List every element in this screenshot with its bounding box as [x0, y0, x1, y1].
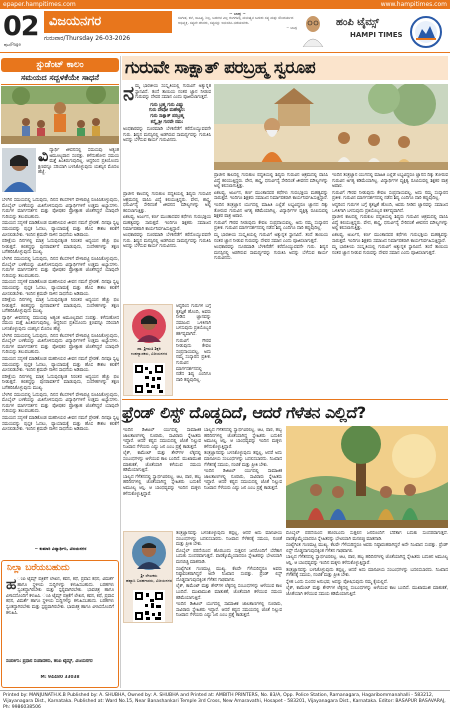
main-col3-para-5: ಏಕಲವ್ಯ, ಅರ್ಜುನ, ಕರ್ಣ ಮುಂತಾದವರ ಕಥೆಗಳು ಗುರುಭಕ್ತಿಯ ಮಹತ್ವವನ್ನು ಸಾರುತ್ತವೆ. ಇಂದಿಗೂ ಶಿಕ್ಷಕರು ಸಮಾಜದ ನಿರ್ಮಾಪಕರಾಗಿ ಕಾರ್ಯನಿರ್ವಹಿಸುತ್ತಿದ್ದಾರೆ. — [332, 232, 448, 244]
main-author-qr-icon[interactable] — [133, 363, 165, 395]
friendship-col1 — [123, 428, 201, 528]
main-article-col1-end — [176, 304, 211, 396]
gandhi-portrait-icon — [300, 13, 326, 47]
friend-col1-para-2: ಲೈಕ್, ಕಾಮೆಂಟ್ ಮತ್ತು ಶೇರ್‌ಗಳ ಲೆಕ್ಕದಲ್ಲಿ ಸಂಬಂಧಗಳನ್ನು ಅಳೆಯುವ ಕಾಲ ಬಂದಿದೆ. ಮುಖಾಮುಖಿ ಮಾತುಕತೆ, ಜೊತೆಯಾಗಿ ಕಳೆಯುವ ಸಮಯ ಕಡಿಮೆಯಾಗುತ್ತಿದೆ. — [123, 451, 201, 474]
guru-shishya-illustration — [214, 84, 448, 170]
student-column-label: ಸ್ಟುಡೆಂಟ್ ಕಾಲಂ — [1, 58, 119, 72]
friend-col4-para-3: ಬಾಲ್ಯದ ಗೆಳೆತನದಲ್ಲಿ ಸ್ವಾರ್ಥವಿರಲಿಲ್ಲ. ಆಟ, ಪಾಠ, ಹಬ್ಬ ಹರಿದಿನಗಳಲ್ಲಿ ಜೊತೆಯಾಗಿದ್ದ ಸ್ನೇಹಿತರು ಬದುಕಿನ ಅಮೂಲ್ಯ ಆಸ್ತಿ. ಆ ಬಾಂಧವ್ಯವನ್ನು ಇಂದಿನ ಮಕ್ಕಳು ಕಳೆದುಕೊಳ್ಳುತ್ತಿದ್ದಾರೆ. — [286, 555, 448, 566]
main-col1-para-3: ಪ್ರಾಚೀನ ಕಾಲದಲ್ಲಿ ಗುರುಕುಲ ಪದ್ಧತಿಯಲ್ಲಿ ಶಿಷ್ಯರು ಗುರುವಿನ ಆಶ್ರಮದಲ್ಲಿ ವಾಸಿಸಿ ವಿದ್ಯೆ ಕಲಿಯುತ್ತಿದ್ದರು. ವೇದ, ಶಾಸ್ತ್ರ, ಧನುರ್ವಿದ್ಯೆ ಸೇರಿದಂತೆ ಜೀವನದ ಮೌಲ್ಯಗಳನ್ನು ಅಲ್ಲಿ ಕಲಿಸಲಾಗುತ್ತಿತ್ತು. — [123, 192, 211, 214]
section-divider — [122, 399, 448, 400]
student-article-body — [2, 198, 119, 543]
main-headline: ಗುರುವೇ ಸಾಕ್ಷಾತ್ ಪರಬ್ರಹ್ಮ ಸ್ವರೂಪ — [122, 56, 448, 80]
main-col2-para-6: ಅಂಧಕಾರವನ್ನು ದೂರಮಾಡಿ ಬೆಳಕಿನೆಡೆಗೆ ಕರೆದೊಯ್ಯುವವನೇ ಗುರು. ಶಿಷ್ಯನ ಮನಸ್ಸಿನಲ್ಲಿ ಅಡಗಿರುವ ಸಾಮರ್ಥ್ಯವನ್ನು ಗುರುತಿಸಿ ಅದನ್ನು ಬೆಳೆಸುವ ಕಾರ್ಯ ಗುರುವಿನದು. — [214, 245, 328, 262]
bapu-quote-box — [175, 9, 300, 52]
brand-english: HAMPI TIMES — [350, 31, 403, 39]
student-author-photo — [2, 148, 36, 192]
column-divider — [120, 56, 121, 688]
masthead — [0, 9, 450, 53]
print-line-footer: Printed by: MANJUNATH.K.B Published by: A. SHUBHA, Owned by: A. SHUBHA and Printed at: AMBITH PRINTERS, No. 83/A, Opp. Police Station, Ramanagara, Hagaribommanahalli - 583212, Vijayanagara Dist., Karnataka. Published at: Ward No.15, Near Banashankari Temple 3rd Cross, New Amaravathi, Hosapet - 583201, Vijayanagara Dist., Karnataka. Editor: BASAPUR BASAVARAJ, Ph: 9986038506 — [0, 690, 450, 713]
friend-col4-para-2: ಸಂಖ್ಯೆಗಿಂತ ಗುಣಮಟ್ಟ ಮುಖ್ಯ. ಕೆಲವೇ ಗೆಳೆಯರಿದ್ದರೂ ಅವರು ನಿಷ್ಠಾವಂತರಾಗಿದ್ದರೆ ಅದೇ ನಿಜವಾದ ಸಂಪತ್ತು. ಫ್ರೆಂಡ್ ಲಿಸ್ಟ್ ದೊಡ್ಡದಾಗುವುದಕ್ಕಿಂತ ಗೆಳೆತನ ಗಾಢವಾಗಲಿ. — [286, 543, 448, 554]
student-para-2c: ಬೆಳಗಿನ ಸಮಯದಲ್ಲಿ ಓದುವುದು, ದಿನದ ಕೆಲಸಗಳಿಗೆ ವೇಳಾಪಟ್ಟಿ ರೂಪಿಸಿಕೊಳ್ಳುವುದು, ಮೊಬೈಲ್ ಬಳಕೆಯನ್ನು ಮಿತಿಗೊಳಿಸುವುದು ವಿದ್ಯಾರ್ಥಿಗಳಿಗೆ ಉತ್ತಮ ಅಭ್ಯಾಸಗಳು. ಗುರುಗಳ ಮಾರ್ಗದರ್ಶನ ಮತ್ತು ಪೋಷಕರ ಪ್ರೋತ್ಸಾಹ ಜೊತೆಗಿದ್ದರೆ ಯಾವುದೇ ಗುರಿಯನ್ನು ತಲುಪಬಹುದು. — [2, 333, 119, 356]
friend-col2-para-2: ತಂತ್ರಜ್ಞಾನವನ್ನು ಬಳಸಿಕೊಳ್ಳುವುದು ತಪ್ಪಲ್ಲ, ಆದರೆ ಅದು ಮಾನವೀಯ ಸಂಬಂಧಗಳನ್ನು ಬದಲಿಸಬಾರದು. ನಿಜವಾದ ಗೆಳೆತನಕ್ಕೆ ಸಮಯ, ನಂಬಿಕೆ ಮತ್ತು ಪ್ರೀತಿ ಬೇಕು. — [204, 451, 282, 468]
website-link[interactable]: www.hampitimes.com — [380, 1, 447, 8]
verse-line-1: ಗುರು ಬ್ರಹ್ಮ ಗುರು ವಿಷ್ಣು — [150, 102, 184, 108]
friend-col4-para-6: ಲೈಕ್, ಕಾಮೆಂಟ್ ಮತ್ತು ಶೇರ್‌ಗಳ ಲೆಕ್ಕದಲ್ಲಿ ಸಂಬಂಧಗಳನ್ನು ಅಳೆಯುವ ಕಾಲ ಬಂದಿದೆ. ಮುಖಾಮುಖಿ ಮಾತುಕತೆ, ಜೊತೆಯಾಗಿ ಕಳೆಯುವ ಸಮಯ ಕಡಿಮೆಯಾಗುತ್ತಿದೆ. — [286, 586, 448, 597]
edition-city: ವಿಜಯನಗರ — [44, 11, 172, 33]
main-author-card — [123, 304, 173, 396]
friend-col4-para-5: ಸ್ನೇಹ ಒಂದು ಸುಂದರ ಅನುಭವ; ಅದನ್ನು ಪೋಷಿಸುವುದು ನಮ್ಮ ಕೈಯಲ್ಲಿದೆ. — [286, 579, 389, 585]
tips-body-2: ಂಪಿ ಟೈಮ್ಸ್ ಪತ್ರಿಕೆಗೆ ಲೇಖನ, ಕವನ, ಕಥೆ, ಪ್ರವಾಸ ಕಥನ, ವಿಮರ್ಶೆ ಹಾಗೂ ಸ್ಥಳೀಯ ಸುದ್ದಿಗಳನ್ನು ಕಳುಹಿಸಬಹುದು. ಬರಹಗಳು ಸ್ವಂತದ್ದಾಗಿರಬೇಕು ಮತ್ತು ಸ್ಪಷ್ಟವಾಗಿರಬೇಕು. ಭಾವಚಿತ್ರ ಹಾಗೂ ವಿಳಾಸದೊಂದಿಗೆ ಕಳುಹಿಸಿ. — [6, 593, 114, 616]
student-article-lead — [38, 148, 119, 196]
main-col2-para-2: ಏಕಲವ್ಯ, ಅರ್ಜುನ, ಕರ್ಣ ಮುಂತಾದವರ ಕಥೆಗಳು ಗುರುಭಕ್ತಿಯ ಮಹತ್ವವನ್ನು ಸಾರುತ್ತವೆ. ಇಂದಿಗೂ ಶಿಕ್ಷಕರು ಸಮಾಜದ ನಿರ್ಮಾಪಕರಾಗಿ ಕಾರ್ಯನಿರ್ವಹಿಸುತ್ತಿದ್ದಾರೆ. — [214, 190, 328, 202]
friendship-headline: ಫ್ರೆಂಡ್ ಲಿಸ್ಟ್ ದೊಡ್ಡದಿದೆ, ಆದರೆ ಗೆಳೆತನ ಎಲ್ಲಿದೆ? — [122, 403, 366, 422]
main-dropcap: ನ — [123, 84, 135, 105]
main-col1-para-1: ಮ್ಮ ಭಾರತೀಯ ಸಂಸ್ಕೃತಿಯಲ್ಲಿ ಗುರುವಿಗೆ ಅತ್ಯುನ್ನತ ಸ್ಥಾನವಿದೆ. ತಂದೆ ತಾಯಿಯ ನಂತರ ಜ್ಞಾನ ನೀಡುವ ಗುರುವನ್ನು ದೇವರ ಸಮಾನ ಎಂದು ಪೂಜಿಸಲಾಗುತ್ತದೆ. — [135, 84, 211, 101]
friendship-author-name: ಶ್ರೀ ಲೇಖಕರು ಹವ್ಯಾಸಿ ಬರಹಗಾರರು, ವಿಜಯನಗರ — [126, 573, 172, 583]
friend-col4-para-4: ತಂತ್ರಜ್ಞಾನವನ್ನು ಬಳಸಿಕೊಳ್ಳುವುದು ತಪ್ಪಲ್ಲ, ಆದರೆ ಅದು ಮಾನವೀಯ ಸಂಬಂಧಗಳನ್ನು ಬದಲಿಸಬಾರದು. ನಿಜವಾದ ಗೆಳೆತನಕ್ಕೆ ಸಮಯ, ನಂಬಿಕೆ ಮತ್ತು ಪ್ರೀತಿ ಬೇಕು. — [286, 567, 448, 579]
friend-col3-para-3: ಸಂಖ್ಯೆಗಿಂತ ಗುಣಮಟ್ಟ ಮುಖ್ಯ. ಕೆಲವೇ ಗೆಳೆಯರಿದ್ದರೂ ಅವರು ನಿಷ್ಠಾವಂತರಾಗಿದ್ದರೆ ಅದೇ ನಿಜವಾದ ಸಂಪತ್ತು. ಫ್ರೆಂಡ್ ಲಿಸ್ಟ್ ದೊಡ್ಡದಾಗುವುದಕ್ಕಿಂತ ಗೆಳೆತನ ಗಾಢವಾಗಲಿ. — [176, 566, 282, 583]
main-col1-para-4: ಏಕಲವ್ಯ, ಅರ್ಜುನ, ಕರ್ಣ ಮುಂತಾದವರ ಕಥೆಗಳು ಗುರುಭಕ್ತಿಯ ಮಹತ್ವವನ್ನು ಸಾರುತ್ತವೆ. ಇಂದಿಗೂ ಶಿಕ್ಷಕರು ಸಮಾಜದ ನಿರ್ಮಾಪಕರಾಗಿ ಕಾರ್ಯನಿರ್ವಹಿಸುತ್ತಿದ್ದಾರೆ. — [123, 215, 211, 232]
page-number: 02 — [3, 11, 39, 42]
main-col3-para-2: ಗುರುವಿಗೆ ಗೌರವ ನೀಡುವುದು ಕೇವಲ ಸಂಪ್ರದಾಯವಲ್ಲ, ಅದು ನಮ್ಮ ಸಂಸ್ಕಾರದ ಪ್ರತೀಕ. ಗುರುವಿನ ಮಾರ್ಗದರ್ಶನದಲ್ಲಿ ನಡೆದ ಶಿಷ್ಯ ಎಂದಿಗೂ ದಾರಿ ತಪ್ಪುವುದಿಲ್ಲ. — [332, 190, 448, 202]
epaper-link[interactable]: epaper.hampitimes.com — [3, 1, 76, 8]
page-label: ಪುಟ/Page — [4, 42, 21, 47]
top-url-bar — [0, 0, 450, 9]
student-author-line: ~ ಕುಮಾರಿ ವಿದ್ಯಾರ್ಥಿನಿ, ವಿಜಯನಗರ — [34, 546, 87, 551]
friend-col1-para-3: ಬಾಲ್ಯದ ಗೆಳೆತನದಲ್ಲಿ ಸ್ವಾರ್ಥವಿರಲಿಲ್ಲ. ಆಟ, ಪಾಠ, ಹಬ್ಬ ಹರಿದಿನಗಳಲ್ಲಿ ಜೊತೆಯಾಗಿದ್ದ ಸ್ನೇಹಿತರು ಬದುಕಿನ ಅಮೂಲ್ಯ ಆಸ್ತಿ. ಆ ಬಾಂಧವ್ಯವನ್ನು ಇಂದಿನ ಮಕ್ಕಳು ಕಳೆದುಕೊಳ್ಳುತ್ತಿದ್ದಾರೆ. — [123, 474, 201, 497]
main-article-col2 — [214, 173, 328, 397]
write-for-us-box — [1, 560, 119, 688]
friend-col4-para-1: ಮೊಬೈಲ್ ಪರದೆಯಿಂದ ಹೊರಬಂದು ಸುತ್ತಲಿನ ಜನರೊಂದಿಗೆ ಬೆರೆತಾಗ ಬದುಕು ಸುಂದರವಾಗುತ್ತದೆ. ವಾರಕ್ಕೊಮ್ಮೆಯಾದರೂ ಸ್ನೇಹಿತರನ್ನು ಭೇಟಿಯಾಗಿ ಮನಬಿಚ್ಚಿ ಮಾತನಾಡಿ. — [286, 531, 448, 542]
friend-col2-para-3: ಇಂದಿನ ಡಿಜಿಟಲ್ ಯುಗದಲ್ಲಿ ಸಾಮಾಜಿಕ ಜಾಲತಾಣಗಳಲ್ಲಿ ನೂರಾರು, ಸಾವಿರಾರು ಸ್ನೇಹಿತರು ಇದ್ದಾರೆ. ಆದರೆ ಕಷ್ಟದ ಸಮಯದಲ್ಲಿ ಜೊತೆ ನಿಲ್ಲುವ ನಿಜವಾದ ಗೆಳೆಯರು ಎಷ್ಟು ಜನ ಎಂಬ ಪ್ರಶ್ನೆ ಕಾಡುತ್ತದೆ. — [204, 469, 282, 491]
student-para-4c: ಪರೀಕ್ಷೆಯ ದಿನಗಳಲ್ಲಿ ಮಾತ್ರ ಓದುವುದಕ್ಕಿಂತ ನಿರಂತರ ಅಧ್ಯಯನ ಹೆಚ್ಚು ಫಲ ನೀಡುತ್ತದೆ. ಕಲಿತದ್ದನ್ನು ಪುನರಾವರ್ತನೆ ಮಾಡುವುದು, ಸಂದೇಹಗಳನ್ನು ತಕ್ಷಣ ಬಗೆಹರಿಸಿಕೊಳ್ಳುವುದು ಮುಖ್ಯ. — [2, 374, 119, 391]
friend-col3-para-5: ಇಂದಿನ ಡಿಜಿಟಲ್ ಯುಗದಲ್ಲಿ ಸಾಮಾಜಿಕ ಜಾಲತಾಣಗಳಲ್ಲಿ ನೂರಾರು, ಸಾವಿರಾರು ಸ್ನೇಹಿತರು ಇದ್ದಾರೆ. ಆದರೆ ಕಷ್ಟದ ಸಮಯದಲ್ಲಿ ಜೊತೆ ನಿಲ್ಲುವ ನಿಜವಾದ ಗೆಳೆಯರು ಎಷ್ಟು ಜನ ಎಂಬ ಪ್ರಶ್ನೆ ಕಾಡುತ್ತದೆ. — [176, 602, 282, 619]
main-col2-para-4: ಗುರುವಿಗೆ ಗೌರವ ನೀಡುವುದು ಕೇವಲ ಸಂಪ್ರದಾಯವಲ್ಲ, ಅದು ನಮ್ಮ ಸಂಸ್ಕಾರದ ಪ್ರತೀಕ. ಗುರುವಿನ ಮಾರ್ಗದರ್ಶನದಲ್ಲಿ ನಡೆದ ಶಿಷ್ಯ ಎಂದಿಗೂ ದಾರಿ ತಪ್ಪುವುದಿಲ್ಲ. — [214, 220, 328, 232]
main-col1-para-6: ಆದ್ದರಿಂದ ಗುರುಗಳ ಬಗ್ಗೆ ಕೃತಜ್ಞತೆ ಹೊಂದಿ, ಅವರು ನೀಡಿದ ಜ್ಞಾನವನ್ನು ಸಮಾಜದ ಒಳಿತಿಗಾಗಿ ಬಳಸುವುದು ಪ್ರತಿಯೊಬ್ಬರ ಕರ್ತವ್ಯವಾಗಿದೆ. — [176, 304, 211, 337]
friendship-col2 — [204, 428, 282, 528]
friend-col3-para-1: ತಂತ್ರಜ್ಞಾನವನ್ನು ಬಳಸಿಕೊಳ್ಳುವುದು ತಪ್ಪಲ್ಲ, ಆದರೆ ಅದು ಮಾನವೀಯ ಸಂಬಂಧಗಳನ್ನು ಬದಲಿಸಬಾರದು. ನಿಜವಾದ ಗೆಳೆತನಕ್ಕೆ ಸಮಯ, ನಂಬಿಕೆ ಮತ್ತು ಪ್ರೀತಿ ಬೇಕು. — [176, 531, 282, 548]
student-para-3: ಸಮಯದ ಸದ್ಬಳಕೆ ಮಾಡಿಕೊಂಡ ಮಹನೀಯರ ಜೀವನ ನಮಗೆ ಪ್ರೇರಣೆ. ದಿನವೂ ಸ್ವಲ್ಪ ಸಮಯವನ್ನು ಪುಸ್ತಕ ಓದಲು, ವ್ಯಾಯಾಮಕ್ಕೆ ಮತ್ತು ಹೊಸ ಕೌಶಲ ಕಲಿಕೆಗೆ ಮೀಸಲಿಡಬೇಕು. ಇಂದಿನ ಶ್ರಮವೇ ನಾಳಿನ ಸಾಧನೆಯ ಅಡಿಪಾಯ. — [2, 221, 119, 238]
tips-body: ಂಪಿ ಟೈಮ್ಸ್ ಪತ್ರಿಕೆಗೆ ಲೇಖನ, ಕವನ, ಕಥೆ, ಪ್ರವಾಸ ಕಥನ, ವಿಮರ್ಶೆ ಹಾಗೂ ಸ್ಥಳೀಯ ಸುದ್ದಿಗಳನ್ನು ಕಳುಹಿಸಬಹುದು. ಬರಹಗಳು ಸ್ವಂತದ್ದಾಗಿರಬೇಕು ಮತ್ತು ಸ್ಪಷ್ಟವಾಗಿರಬೇಕು. ಭಾವಚಿತ್ರ ಹಾಗೂ ವಿಳಾಸದೊಂದಿಗೆ ಕಳುಹಿಸಿ. — [6, 577, 114, 599]
main-author-photo — [131, 308, 167, 344]
friendship-author-card — [123, 531, 173, 623]
student-article-title: ಸಮಯದ ಸದ್ಬಳಕೆಯೇ ಸಾಧನೆ — [1, 73, 119, 85]
tips-phone[interactable]: M: 94480 33038 — [40, 675, 80, 680]
friendship-col3 — [176, 531, 282, 687]
quote-author: ~ ಬಾಪು — [286, 26, 297, 30]
guru-verse — [123, 103, 211, 125]
main-col3-para-1: ಇಂದಿನ ತಂತ್ರಜ್ಞಾನ ಯುಗದಲ್ಲಿ ಮಾಹಿತಿ ಎಲ್ಲೆಡೆ ಲಭ್ಯವಿದ್ದರೂ ಜ್ಞಾನದ ದಿಕ್ಕು ತೋರುವ ಗುರುವಿನ ಅಗತ್ಯ ಕಡಿಮೆಯಾಗಿಲ್ಲ. ವಿದ್ಯಾರ್ಥಿಗಳ ವ್ಯಕ್ತಿತ್ವ ರೂಪಿಸುವಲ್ಲಿ ಶಿಕ್ಷಕರ ಪಾತ್ರ ಅಪಾರ. — [332, 173, 448, 190]
main-col1-para-5: ಅಂಧಕಾರವನ್ನು ದೂರಮಾಡಿ ಬೆಳಕಿನೆಡೆಗೆ ಕರೆದೊಯ್ಯುವವನೇ ಗುರು. ಶಿಷ್ಯನ ಮನಸ್ಸಿನಲ್ಲಿ ಅಡಗಿರುವ ಸಾಮರ್ಥ್ಯವನ್ನು ಗುರುತಿಸಿ ಅದನ್ನು ಬೆಳೆಸುವ ಕಾರ್ಯ ಗುರುವಿನದು. — [123, 233, 211, 250]
main-col3-para-3: ಆದ್ದರಿಂದ ಗುರುಗಳ ಬಗ್ಗೆ ಕೃತಜ್ಞತೆ ಹೊಂದಿ, ಅವರು ನೀಡಿದ ಜ್ಞಾನವನ್ನು ಸಮಾಜದ ಒಳಿತಿಗಾಗಿ ಬಳಸುವುದು ಪ್ರತಿಯೊಬ್ಬರ ಕರ್ತವ್ಯವಾಗಿದೆ. — [332, 202, 448, 214]
main-article-col1 — [123, 84, 211, 190]
friend-col1-para-1: ಇಂದಿನ ಡಿಜಿಟಲ್ ಯುಗದಲ್ಲಿ ಸಾಮಾಜಿಕ ಜಾಲತಾಣಗಳಲ್ಲಿ ನೂರಾರು, ಸಾವಿರಾರು ಸ್ನೇಹಿತರು ಇದ್ದಾರೆ. ಆದರೆ ಕಷ್ಟದ ಸಮಯದಲ್ಲಿ ಜೊತೆ ನಿಲ್ಲುವ ನಿಜವಾದ ಗೆಳೆಯರು ಎಷ್ಟು ಜನ ಎಂಬ ಪ್ರಶ್ನೆ ಕಾಡುತ್ತದೆ. — [123, 428, 201, 450]
student-para-3b: ಸಮಯದ ಸದ್ಬಳಕೆ ಮಾಡಿಕೊಂಡ ಮಹನೀಯರ ಜೀವನ ನಮಗೆ ಪ್ರೇರಣೆ. ದಿನವೂ ಸ್ವಲ್ಪ ಸಮಯವನ್ನು ಪುಸ್ತಕ ಓದಲು, ವ್ಯಾಯಾಮಕ್ಕೆ ಮತ್ತು ಹೊಸ ಕೌಶಲ ಕಲಿಕೆಗೆ ಮೀಸಲಿಡಬೇಕು. ಇಂದಿನ ಶ್ರಮವೇ ನಾಳಿನ ಸಾಧನೆಯ ಅಡಿಪಾಯ. — [2, 280, 119, 297]
main-col2-para-1: ಪ್ರಾಚೀನ ಕಾಲದಲ್ಲಿ ಗುರುಕುಲ ಪದ್ಧತಿಯಲ್ಲಿ ಶಿಷ್ಯರು ಗುರುವಿನ ಆಶ್ರಮದಲ್ಲಿ ವಾಸಿಸಿ ವಿದ್ಯೆ ಕಲಿಯುತ್ತಿದ್ದರು. ವೇದ, ಶಾಸ್ತ್ರ, ಧನುರ್ವಿದ್ಯೆ ಸೇರಿದಂತೆ ಜೀವನದ ಮೌಲ್ಯಗಳನ್ನು ಅಲ್ಲಿ ಕಲಿಸಲಾಗುತ್ತಿತ್ತು. — [214, 173, 328, 190]
hampi-times-logo-icon — [408, 15, 444, 49]
main-article-col1-cont — [123, 192, 211, 302]
verse-line-4: ತಸ್ಮೈ ಶ್ರೀ ಗುರವೇ ನಮ: — [150, 119, 184, 125]
student-para-3d: ಸಮಯದ ಸದ್ಬಳಕೆ ಮಾಡಿಕೊಂಡ ಮಹನೀಯರ ಜೀವನ ನಮಗೆ ಪ್ರೇರಣೆ. ದಿನವೂ ಸ್ವಲ್ಪ ಸಮಯವನ್ನು ಪುಸ್ತಕ ಓದಲು, ವ್ಯಾಯಾಮಕ್ಕೆ ಮತ್ತು ಹೊಸ ಕೌಶಲ ಕಲಿಕೆಗೆ ಮೀಸಲಿಡಬೇಕು. ಇಂದಿನ ಶ್ರಮವೇ ನಾಳಿನ ಸಾಧನೆಯ ಅಡಿಪಾಯ. — [2, 415, 119, 433]
verse-line-3: ಗುರು ಸಾಕ್ಷಾತ್ ಪರಬ್ರಹ್ಮ — [150, 113, 184, 119]
student-para-1: ದ್ಯಾರ್ಥಿ ಜೀವನದಲ್ಲಿ ಸಮಯವು ಅತ್ಯಂತ ಅಮೂಲ್ಯವಾದ ಸಂಪತ್ತು. ಕಳೆದುಹೋದ ಸಮಯ ಮತ್ತೆ ಹಿಂತಿರುಗುವುದಿಲ್ಲ. ಆದ್ದರಿಂದ ಪ್ರತಿಯೊಂದು ಕ್ಷಣವನ್ನೂ ಸರಿಯಾಗಿ ಬಳಸಿಕೊಳ್ಳುವುದು ಯಶಸ್ಸಿನ ಮೊದಲ ಹೆಜ್ಜೆ. — [38, 148, 119, 176]
friendship-author-qr-icon[interactable] — [133, 590, 165, 622]
friend-col3-para-4: ಲೈಕ್, ಕಾಮೆಂಟ್ ಮತ್ತು ಶೇರ್‌ಗಳ ಲೆಕ್ಕದಲ್ಲಿ ಸಂಬಂಧಗಳನ್ನು ಅಳೆಯುವ ಕಾಲ ಬಂದಿದೆ. ಮುಖಾಮುಖಿ ಮಾತುಕತೆ, ಜೊತೆಯಾಗಿ ಕಳೆಯುವ ಸಮಯ ಕಡಿಮೆಯಾಗುತ್ತಿದೆ. — [176, 584, 282, 601]
student-para-1b: ದ್ಯಾರ್ಥಿ ಜೀವನದಲ್ಲಿ ಸಮಯವು ಅತ್ಯಂತ ಅಮೂಲ್ಯವಾದ ಸಂಪತ್ತು. ಕಳೆದುಹೋದ ಸಮಯ ಮತ್ತೆ ಹಿಂತಿರುಗುವುದಿಲ್ಲ. ಆದ್ದರಿಂದ ಪ್ರತಿಯೊಂದು ಕ್ಷಣವನ್ನೂ ಸರಿಯಾಗಿ ಬಳಸಿಕೊಳ್ಳುವುದು ಯಶಸ್ಸಿನ ಮೊದಲ ಹೆಜ್ಜೆ. — [2, 315, 119, 333]
main-col2-para-5: ಮ್ಮ ಭಾರತೀಯ ಸಂಸ್ಕೃತಿಯಲ್ಲಿ ಗುರುವಿಗೆ ಅತ್ಯುನ್ನತ ಸ್ಥಾನವಿದೆ. ತಂದೆ ತಾಯಿಯ ನಂತರ ಜ್ಞಾನ ನೀಡುವ ಗುರುವನ್ನು ದೇವರ ಸಮಾನ ಎಂದು ಪೂಜಿಸಲಾಗುತ್ತದೆ. — [214, 232, 328, 244]
friendship-author-photo — [131, 535, 167, 571]
student-para-4b: ಪರೀಕ್ಷೆಯ ದಿನಗಳಲ್ಲಿ ಮಾತ್ರ ಓದುವುದಕ್ಕಿಂತ ನಿರಂತರ ಅಧ್ಯಯನ ಹೆಚ್ಚು ಫಲ ನೀಡುತ್ತದೆ. ಕಲಿತದ್ದನ್ನು ಪುನರಾವರ್ತನೆ ಮಾಡುವುದು, ಸಂದೇಹಗಳನ್ನು ತಕ್ಷಣ ಬಗೆಹರಿಸಿಕೊಳ್ಳುವುದು ಮುಖ್ಯ. — [2, 298, 119, 315]
edition-date: ಗುರುವಾರ/Thursday 26-03-2026 — [44, 35, 131, 42]
friend-col2-para-1: ಬಾಲ್ಯದ ಗೆಳೆತನದಲ್ಲಿ ಸ್ವಾರ್ಥವಿರಲಿಲ್ಲ. ಆಟ, ಪಾಠ, ಹಬ್ಬ ಹರಿದಿನಗಳಲ್ಲಿ ಜೊತೆಯಾಗಿದ್ದ ಸ್ನೇಹಿತರು ಬದುಕಿನ ಅಮೂಲ್ಯ ಆಸ್ತಿ. ಆ ಬಾಂಧವ್ಯವನ್ನು ಇಂದಿನ ಮಕ್ಕಳು ಕಳೆದುಕೊಳ್ಳುತ್ತಿದ್ದಾರೆ. — [204, 428, 282, 450]
quote-title: ~ ಬಾಪು ~ — [229, 11, 246, 16]
main-article-col3 — [332, 173, 448, 397]
main-author-name: ಡಾ. ಶ್ರೀಮತಿ ಶಿಕ್ಷಕಿ ಉಪನ್ಯಾಸಕರು, ವಿಜಯನಗರ — [130, 346, 168, 356]
main-col3-para-4: ಪ್ರಾಚೀನ ಕಾಲದಲ್ಲಿ ಗುರುಕುಲ ಪದ್ಧತಿಯಲ್ಲಿ ಶಿಷ್ಯರು ಗುರುವಿನ ಆಶ್ರಮದಲ್ಲಿ ವಾಸಿಸಿ ವಿದ್ಯೆ ಕಲಿಯುತ್ತಿದ್ದರು. ವೇದ, ಶಾಸ್ತ್ರ, ಧನುರ್ವಿದ್ಯೆ ಸೇರಿದಂತೆ ಜೀವನದ ಮೌಲ್ಯಗಳನ್ನು ಅಲ್ಲಿ ಕಲಿಸಲಾಗುತ್ತಿತ್ತು. — [332, 215, 448, 232]
write-for-us-text — [6, 577, 114, 655]
main-col3-para-6: ಮ್ಮ ಭಾರತೀಯ ಸಂಸ್ಕೃತಿಯಲ್ಲಿ ಗುರುವಿಗೆ ಅತ್ಯುನ್ನತ ಸ್ಥಾನವಿದೆ. ತಂದೆ ತಾಯಿಯ ನಂತರ ಜ್ಞಾನ ನೀಡುವ ಗುರುವನ್ನು ದೇವರ ಸಮಾನ ಎಂದು ಪೂಜಿಸಲಾಗುತ್ತದೆ. — [332, 245, 448, 256]
brand-kannada: ಹಂಪಿ ಟೈಮ್ಸ್ — [336, 17, 379, 28]
student-para-2: ಬೆಳಗಿನ ಸಮಯದಲ್ಲಿ ಓದುವುದು, ದಿನದ ಕೆಲಸಗಳಿಗೆ ವೇಳಾಪಟ್ಟಿ ರೂಪಿಸಿಕೊಳ್ಳುವುದು, ಮೊಬೈಲ್ ಬಳಕೆಯನ್ನು ಮಿತಿಗೊಳಿಸುವುದು ವಿದ್ಯಾರ್ಥಿಗಳಿಗೆ ಉತ್ತಮ ಅಭ್ಯಾಸಗಳು. ಗುರುಗಳ ಮಾರ್ಗದರ್ಶನ ಮತ್ತು ಪೋಷಕರ ಪ್ರೋತ್ಸಾಹ ಜೊತೆಗಿದ್ದರೆ ಯಾವುದೇ ಗುರಿಯನ್ನು ತಲುಪಬಹುದು. — [2, 198, 119, 220]
tips-contact: ಸಂಪರ್ಕಿಸಿ: ಪ್ರಧಾನ ಸಂಪಾದಕರು, ಹಂಪಿ ಟೈಮ್ಸ್, ವಿಜಯನಗರ — [6, 659, 93, 664]
student-para-4: ಪರೀಕ್ಷೆಯ ದಿನಗಳಲ್ಲಿ ಮಾತ್ರ ಓದುವುದಕ್ಕಿಂತ ನಿರಂತರ ಅಧ್ಯಯನ ಹೆಚ್ಚು ಫಲ ನೀಡುತ್ತದೆ. ಕಲಿತದ್ದನ್ನು ಪುನರಾವರ್ತನೆ ಮಾಡುವುದು, ಸಂದೇಹಗಳನ್ನು ತಕ್ಷಣ ಬಗೆಹರಿಸಿಕೊಳ್ಳುವುದು ಮುಖ್ಯ. — [2, 239, 119, 256]
student-dropcap: ವಿ — [38, 148, 49, 165]
friends-on-phones-illustration — [286, 426, 448, 528]
main-col1-para-7: ಗುರುವಿಗೆ ಗೌರವ ನೀಡುವುದು ಕೇವಲ ಸಂಪ್ರದಾಯವಲ್ಲ, ಅದು ನಮ್ಮ ಸಂಸ್ಕಾರದ ಪ್ರತೀಕ. ಗುರುವಿನ ಮಾರ್ಗದರ್ಶನದಲ್ಲಿ ನಡೆದ ಶಿಷ್ಯ ಎಂದಿಗೂ ದಾರಿ ತಪ್ಪುವುದಿಲ್ಲ. — [176, 338, 211, 383]
main-col2-para-3: ಇಂದಿನ ತಂತ್ರಜ್ಞಾನ ಯುಗದಲ್ಲಿ ಮಾಹಿತಿ ಎಲ್ಲೆಡೆ ಲಭ್ಯವಿದ್ದರೂ ಜ್ಞಾನದ ದಿಕ್ಕು ತೋರುವ ಗುರುವಿನ ಅಗತ್ಯ ಕಡಿಮೆಯಾಗಿಲ್ಲ. ವಿದ್ಯಾರ್ಥಿಗಳ ವ್ಯಕ್ತಿತ್ವ ರೂಪಿಸುವಲ್ಲಿ ಶಿಕ್ಷಕರ ಪಾತ್ರ ಅಪಾರ. — [214, 202, 328, 220]
write-for-us-title: ನಿಲ್ಲಾ ಬರೆಯಬಹುದು — [7, 563, 70, 573]
student-para-3c: ಸಮಯದ ಸದ್ಬಳಕೆ ಮಾಡಿಕೊಂಡ ಮಹನೀಯರ ಜೀವನ ನಮಗೆ ಪ್ರೇರಣೆ. ದಿನವೂ ಸ್ವಲ್ಪ ಸಮಯವನ್ನು ಪುಸ್ತಕ ಓದಲು, ವ್ಯಾಯಾಮಕ್ಕೆ ಮತ್ತು ಹೊಸ ಕೌಶಲ ಕಲಿಕೆಗೆ ಮೀಸಲಿಡಬೇಕು. ಇಂದಿನ ಶ್ರಮವೇ ನಾಳಿನ ಸಾಧನೆಯ ಅಡಿಪಾಯ. — [2, 357, 119, 374]
friendship-col4 — [286, 531, 448, 687]
quote-text: ಸಂಗೀತ, ಕಲೆ, ಸಾಹಿತ್ಯ, ಶಿಲ್ಪ, ಬದುಕಿನ ಎಲ್ಲ ರಂಗಗಳಲ್ಲಿ ಮನುಷ್ಯನ ಬದುಕು ಸತ್ಯ ಮತ್ತು ಸೌಂದರ್ಯದ ಅಭಿವ್ಯಕ್ತಿ. ಸತ್ಯವೇ ದೇವರು, ಸತ್ಯವನ್ನು ಅನುಸರಿಸಿ ನಡೆಯಬೇಕು. — [178, 16, 294, 25]
verse-line-2: ಗುರು ದೇವೋ ಮಹೇಶ್ವರ: — [148, 108, 186, 114]
student-para-2b: ಬೆಳಗಿನ ಸಮಯದಲ್ಲಿ ಓದುವುದು, ದಿನದ ಕೆಲಸಗಳಿಗೆ ವೇಳಾಪಟ್ಟಿ ರೂಪಿಸಿಕೊಳ್ಳುವುದು, ಮೊಬೈಲ್ ಬಳಕೆಯನ್ನು ಮಿತಿಗೊಳಿಸುವುದು ವಿದ್ಯಾರ್ಥಿಗಳಿಗೆ ಉತ್ತಮ ಅಭ್ಯಾಸಗಳು. ಗುರುಗಳ ಮಾರ್ಗದರ್ಶನ ಮತ್ತು ಪೋಷಕರ ಪ್ರೋತ್ಸಾಹ ಜೊತೆಗಿದ್ದರೆ ಯಾವುದೇ ಗುರಿಯನ್ನು ತಲುಪಬಹುದು. — [2, 256, 119, 279]
tips-dropcap: ಹ — [6, 577, 17, 593]
friend-col3-para-2: ಮೊಬೈಲ್ ಪರದೆಯಿಂದ ಹೊರಬಂದು ಸುತ್ತಲಿನ ಜನರೊಂದಿಗೆ ಬೆರೆತಾಗ ಬದುಕು ಸುಂದರವಾಗುತ್ತದೆ. ವಾರಕ್ಕೊಮ್ಮೆಯಾದರೂ ಸ್ನೇಹಿತರನ್ನು ಭೇಟಿಯಾಗಿ ಮನಬಿಚ್ಚಿ ಮಾತನಾಡಿ. — [176, 548, 282, 565]
main-col1-para-2: ಅಂಧಕಾರವನ್ನು ದೂರಮಾಡಿ ಬೆಳಕಿನೆಡೆಗೆ ಕರೆದೊಯ್ಯುವವನೇ ಗುರು. ಶಿಷ್ಯನ ಮನಸ್ಸಿನಲ್ಲಿ ಅಡಗಿರುವ ಸಾಮರ್ಥ್ಯವನ್ನು ಗುರುತಿಸಿ ಅದನ್ನು ಬೆಳೆಸುವ ಕಾರ್ಯ ಗುರುವಿನದು. — [123, 127, 211, 144]
student-para-2d: ಬೆಳಗಿನ ಸಮಯದಲ್ಲಿ ಓದುವುದು, ದಿನದ ಕೆಲಸಗಳಿಗೆ ವೇಳಾಪಟ್ಟಿ ರೂಪಿಸಿಕೊಳ್ಳುವುದು, ಮೊಬೈಲ್ ಬಳಕೆಯನ್ನು ಮಿತಿಗೊಳಿಸುವುದು ವಿದ್ಯಾರ್ಥಿಗಳಿಗೆ ಉತ್ತಮ ಅಭ್ಯಾಸಗಳು. ಗುರುಗಳ ಮಾರ್ಗದರ್ಶನ ಮತ್ತು ಪೋಷಕರ ಪ್ರೋತ್ಸಾಹ ಜೊತೆಗಿದ್ದರೆ ಯಾವುದೇ ಗುರಿಯನ್ನು ತಲುಪಬಹುದು. — [2, 392, 119, 415]
classroom-photo — [1, 86, 119, 144]
